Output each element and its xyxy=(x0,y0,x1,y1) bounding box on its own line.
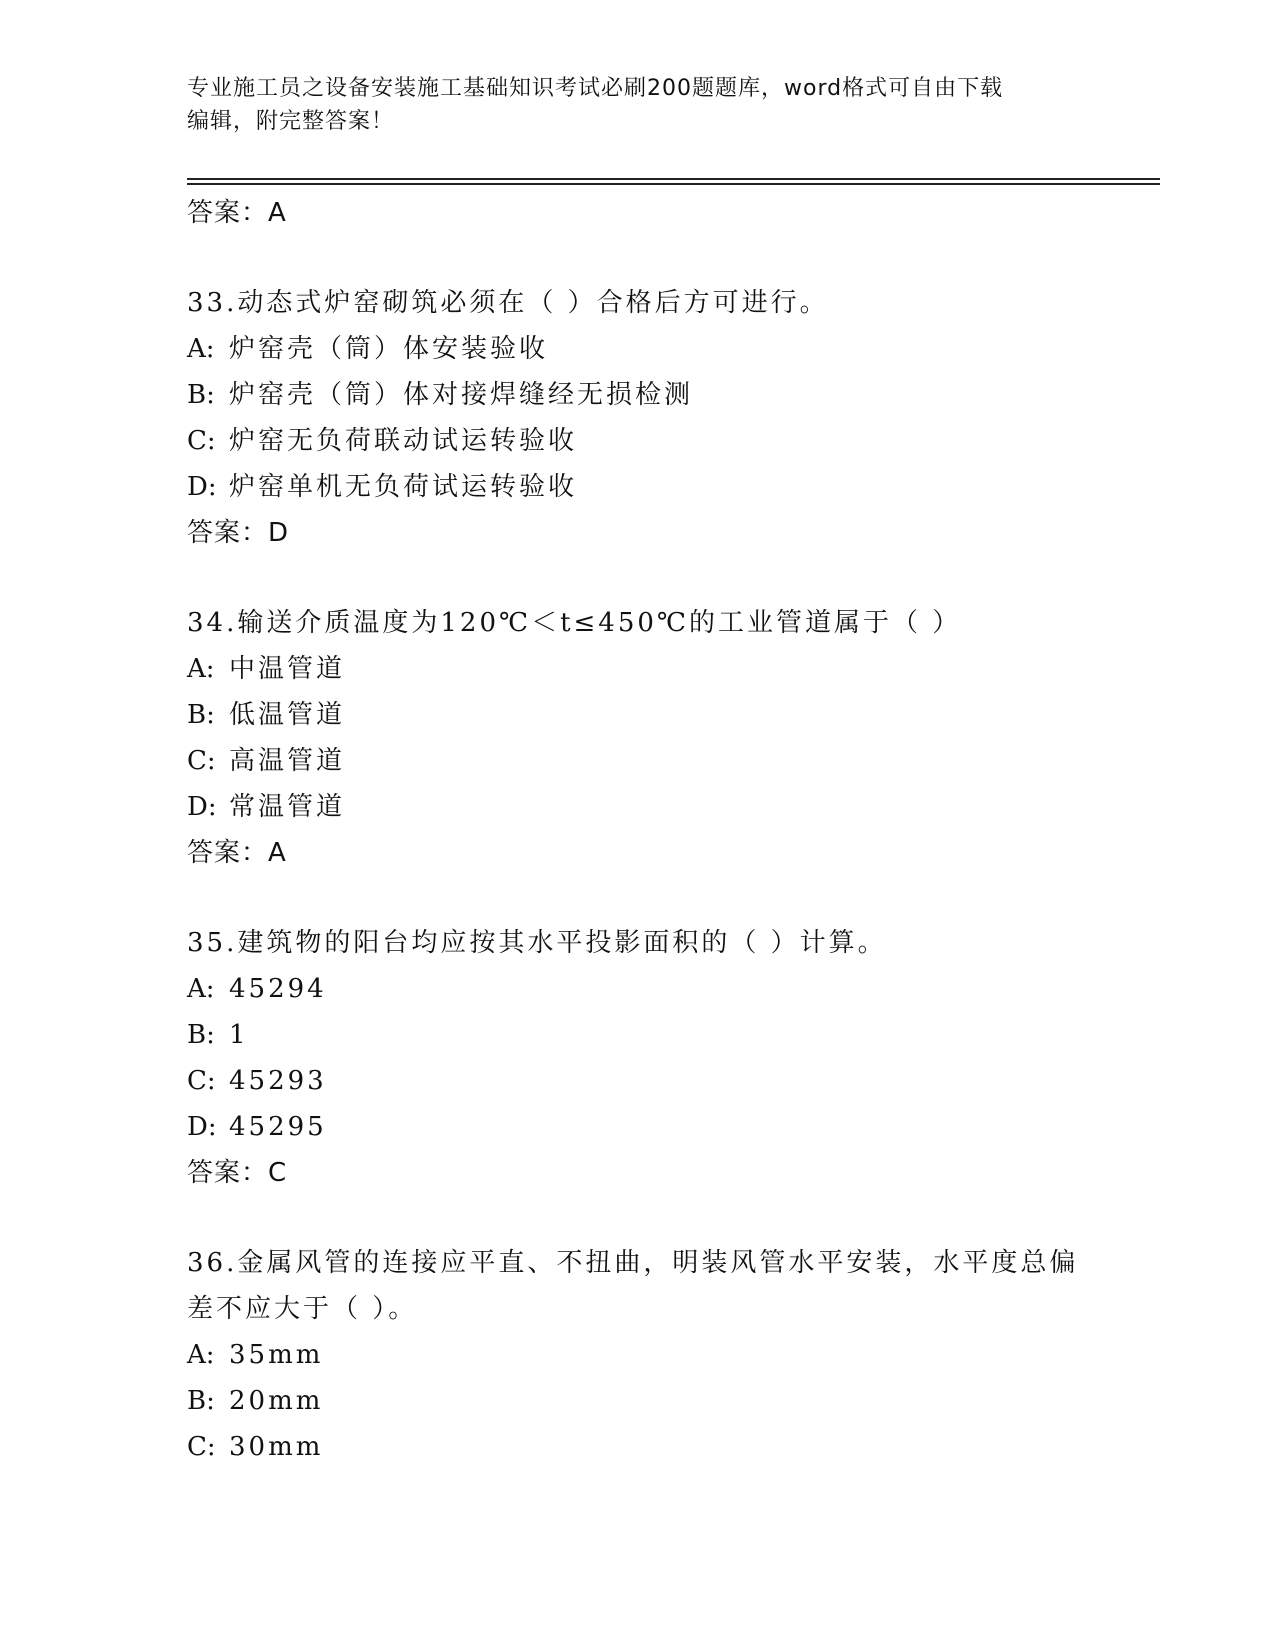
option-letter: A: xyxy=(187,974,215,1004)
answer: 答案：A xyxy=(187,838,287,868)
option-text: 35mm xyxy=(229,1340,324,1370)
option-d xyxy=(187,464,1087,510)
option-a xyxy=(187,966,1087,1012)
question-number: 36. xyxy=(187,1248,238,1278)
option-letter: A: xyxy=(187,334,215,364)
option-letter: D: xyxy=(187,472,217,502)
document-header xyxy=(187,72,1087,138)
question-text: 金属风管的连接应平直、不扭曲，明装风管水平安装，水平度总偏 xyxy=(237,1248,1079,1278)
header-divider-top xyxy=(187,178,1160,180)
option-a xyxy=(187,1332,1087,1378)
answer: 答案：C xyxy=(187,1158,288,1188)
option-c xyxy=(187,738,1087,784)
question-list xyxy=(187,190,1087,1470)
option-d xyxy=(187,1104,1087,1150)
option-b xyxy=(187,1012,1087,1058)
option-c xyxy=(187,1058,1087,1104)
option-b xyxy=(187,692,1087,738)
option-text: 炉窑无负荷联动试运转验收 xyxy=(229,426,578,456)
option-text: 常温管道 xyxy=(229,792,346,822)
option-letter: C: xyxy=(187,1066,216,1096)
question-stem xyxy=(187,600,1087,646)
option-letter: C: xyxy=(187,746,216,776)
question-text-continued: 差不应大于（ ）。 xyxy=(187,1294,418,1324)
question-text: 建筑物的阳台均应按其水平投影面积的（ ）计算。 xyxy=(237,928,887,958)
option-text: 1 xyxy=(229,1020,249,1050)
option-letter: B: xyxy=(187,1020,215,1050)
question-stem xyxy=(187,280,1087,326)
option-letter: C: xyxy=(187,426,216,456)
header-divider-bottom xyxy=(187,183,1160,185)
option-letter: B: xyxy=(187,380,215,410)
question-stem xyxy=(187,920,1087,966)
option-text: 高温管道 xyxy=(229,746,346,776)
question-text: 输送介质温度为120℃＜t≤450℃的工业管道属于（ ） xyxy=(237,608,962,638)
question-stem xyxy=(187,1240,1087,1332)
option-letter: A: xyxy=(187,654,215,684)
option-text: 炉窑壳（筒）体对接焊缝经无损检测 xyxy=(229,380,694,410)
option-letter: D: xyxy=(187,1112,217,1142)
option-letter: C: xyxy=(187,1432,216,1462)
option-c xyxy=(187,1424,1087,1470)
question-36 xyxy=(187,1240,1087,1470)
question-number: 35. xyxy=(187,928,238,958)
question-33 xyxy=(187,280,1087,556)
option-text: 30mm xyxy=(229,1432,324,1462)
option-b xyxy=(187,1378,1087,1424)
option-letter: B: xyxy=(187,1386,215,1416)
option-a xyxy=(187,646,1087,692)
question-text: 动态式炉窑砌筑必须在（ ）合格后方可进行。 xyxy=(237,288,829,318)
option-text: 45294 xyxy=(229,974,327,1004)
option-text: 45295 xyxy=(229,1112,327,1142)
header-title-line-2: 编辑，附完整答案！ xyxy=(187,109,395,134)
option-d xyxy=(187,784,1087,830)
option-letter: A: xyxy=(187,1340,215,1370)
option-c xyxy=(187,418,1087,464)
answer: 答案：D xyxy=(187,518,290,548)
option-text: 炉窑壳（筒）体安装验收 xyxy=(229,334,549,364)
question-35 xyxy=(187,920,1087,1196)
option-text: 低温管道 xyxy=(229,700,346,730)
question-number: 34. xyxy=(187,608,238,638)
header-title-line-1: 专业施工员之设备安装施工基础知识考试必刷200题题库，word格式可自由下载 xyxy=(187,76,1004,101)
option-letter: B: xyxy=(187,700,215,730)
option-letter: D: xyxy=(187,792,217,822)
option-a xyxy=(187,326,1087,372)
question-stem-line-1 xyxy=(187,1240,1087,1286)
previous-answer: 答案：A xyxy=(187,198,287,228)
option-text: 中温管道 xyxy=(229,654,346,684)
option-text: 炉窑单机无负荷试运转验收 xyxy=(229,472,578,502)
option-text: 45293 xyxy=(229,1066,327,1096)
question-34 xyxy=(187,600,1087,876)
question-number: 33. xyxy=(187,288,238,318)
option-b xyxy=(187,372,1087,418)
option-text: 20mm xyxy=(229,1386,324,1416)
